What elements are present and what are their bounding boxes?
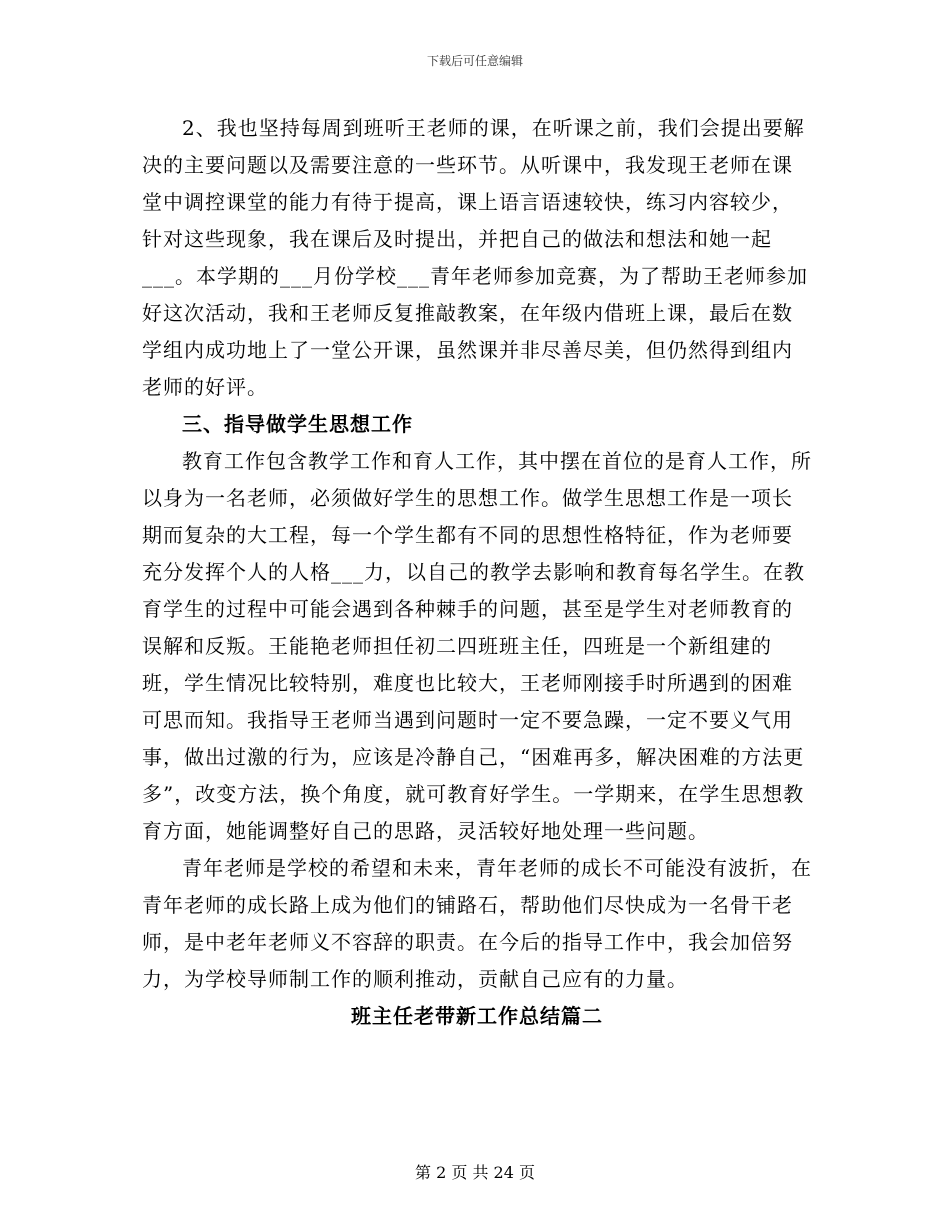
section-title: 班主任老带新工作总结篇二 [351,1004,603,1028]
page-footer: 第 2 页 共 24 页 [415,1163,535,1182]
page-header: 下载后可任意编辑 [426,54,523,68]
paragraph-2: 教育工作包含教学工作和育人工作，其中摆在首位的是育人工作，所以身为一名老师，必须做好学生的思想工作。做学生思想工作是一项长期而复杂的大工程，每一个学生都有不同的思想性格特征，作为老师要充分发挥个人的人格___力，以自己的教学去影响和教育每名学生。在教育学生的过程中可能会遇到各种棘手的问题，甚至是学生对老师教育的误解和反叛。王能艳老师担任初二四班班主任，四班是一个新组建的班，学生情况比较特别，难度也比较大，王老师刚接手时所遇到的困难可思而知。我指导王老师当遇到问题时一定不要急躁，一定不要义气用事，做出过激的行为，应该是冷静自己，“困难再多，解决困难的方法更多”，改变方法，换个角度，就可教育好学生。一学期来，在学生思想教育方面，她能调整好自己的思路，灵活较好地处理一些问题。 [142,449,812,843]
document-body [142,110,812,1035]
paragraph-1: 2、我也坚持每周到班听王老师的课，在听课之前，我们会提出要解决的主要问题以及需要注意的一些环节。从听课中，我发现王老师在课堂中调控课堂的能力有待于提高，课上语言语速较快，练习内容较少，针对这些现象，我在课后及时提出，并把自己的做法和想法和她一起___。本学期的___月份学校___青年老师参加竞赛，为了帮助王老师参加好这次活动，我和王老师反复推敲教案，在年级内借班上课，最后在数学组内成功地上了一堂公开课，虽然课并非尽善尽美，但仍然得到组内老师的好评。 [142,116,808,399]
paragraph-3: 青年老师是学校的希望和未来，青年老师的成长不可能没有波折，在青年老师的成长路上成为他们的铺路石，帮助他们尽快成为一名骨干老师，是中老年老师义不容辞的职责。在今后的指导工作中，我会加倍努力，为学校导师制工作的顺利推动，贡献自己应有的力量。 [142,856,812,991]
section-heading-3: 三、指导做学生思想工作 [182,412,413,436]
